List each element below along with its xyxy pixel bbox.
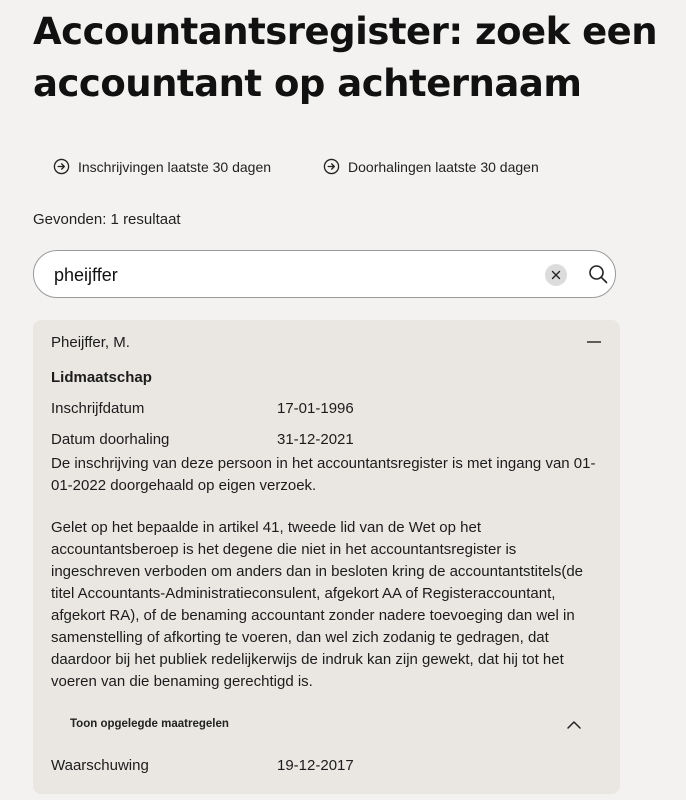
deregistration-note: De inschrijving van deze persoon in het accountantsregister is met ingang van 01-01-2022 doorgehaald op eigen verzoek. (51, 455, 596, 494)
measure-date: 19-12-2017 (277, 757, 354, 774)
search-box (33, 250, 616, 298)
arrow-right-circle-icon (323, 158, 340, 175)
link-recent-registrations[interactable] (53, 158, 271, 175)
measure-label: Waarschuwing (51, 757, 149, 774)
field-value: 17-01-1996 (277, 400, 354, 417)
page-title: Accountantsregister: zoek een accountant op achternaam (33, 10, 658, 105)
link-recent-deregistrations[interactable] (323, 158, 539, 175)
toggle-measures[interactable]: Toon opgelegde maatregelen (70, 718, 229, 730)
close-icon (551, 270, 561, 280)
clear-search-button[interactable] (545, 264, 567, 286)
legal-notice: Gelet op het bepaalde in artikel 41, tweede lid van de Wet op het accountantsberoep is het degene die niet in het accountantsregister is ingeschreven verboden om anders dan in besloten kring de accountantstitels(de titel Accountants-Administratieconsulent, afgekort AA of Registeraccountant, afgekort RA), of de benaming accountant zonder nadere toevoeging dan wel in samenstelling of afkorting te voeren, dan wel zich zodanig te gedragen, dat daardoor bij het publiek redelijkerwijs de indruk kan zijn gewekt, dat hij tot het voeren van die benaming gerechtigd is. (51, 519, 584, 690)
link-label: Inschrijvingen laatste 30 dagen (78, 158, 272, 175)
results-count: Gevonden: 1 resultaat (33, 211, 181, 228)
search-input[interactable] (52, 262, 536, 288)
link-label: Doorhalingen laatste 30 dagen (348, 158, 539, 175)
quicklinks (53, 158, 539, 175)
field-value: 31-12-2021 (277, 431, 354, 448)
field-label: Inschrijfdatum (51, 400, 145, 417)
minus-icon[interactable] (586, 334, 602, 350)
arrow-right-circle-icon (53, 158, 70, 175)
section-title: Lidmaatschap (51, 369, 152, 386)
field-row (51, 400, 354, 417)
result-name[interactable]: Pheijffer, M. (51, 334, 130, 351)
field-row (51, 431, 354, 448)
chevron-up-icon[interactable] (566, 718, 582, 732)
search-icon[interactable] (587, 263, 609, 285)
field-label: Datum doorhaling (51, 431, 170, 448)
result-card (33, 320, 620, 794)
measure-row (51, 757, 354, 774)
